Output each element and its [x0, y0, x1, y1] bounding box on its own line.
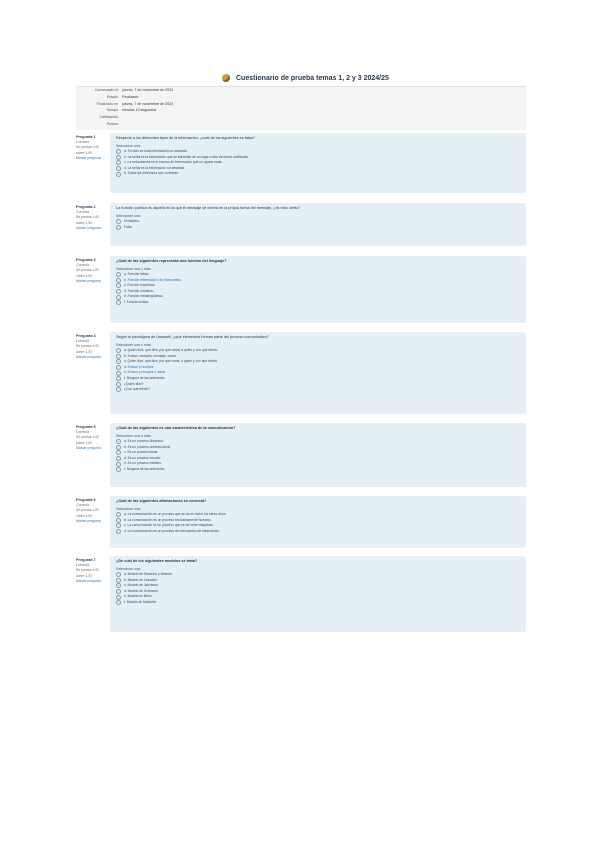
answer-option[interactable]: b. La señal es la información que se transmite de un lugar a otro de forma codificada. [116, 155, 520, 161]
flag-question-link[interactable]: Marcar pregunta [76, 354, 101, 359]
quiz-title-text: Cuestionario de prueba temas 1, 2 y 3 2024/25 [236, 74, 389, 82]
answer-option[interactable]: Falso [116, 225, 520, 231]
answer-option[interactable]: a. Función fática. [116, 272, 520, 278]
radio-button[interactable] [116, 172, 121, 177]
checkbox[interactable] [116, 382, 121, 387]
answer-option[interactable]: a. Modelo de Shannon y Weaver. [116, 572, 520, 578]
answer-option[interactable]: d. La señal es la información no deseada. [116, 166, 520, 172]
answer-option[interactable]: f. Ninguna de las anteriores. [116, 376, 520, 382]
question-info: Pregunta 2 Correcta Se puntúa 1,00 sobre 1,00 Marcar pregunta [76, 203, 106, 246]
question-body: La función poética es aquella en la que el mensaje se centra en la propia forma del mensaje, ¿es esto cierto? Seleccione una: Verdadero Falso [110, 203, 526, 246]
answer-option[interactable]: b. Es un proceso unidireccional. [116, 445, 520, 451]
checkbox[interactable] [116, 295, 121, 300]
checkbox[interactable] [116, 359, 121, 364]
radio-button[interactable] [116, 583, 121, 588]
flag-question-link[interactable]: Marcar pregunta [76, 225, 101, 230]
question-body: ¿De cuál de los siguientes modelos se trata? Seleccione una: a. Modelo de Shannon y Weaver. b. Modelo de Lasswell. c. Modelo de Jakobson. d. Modelo de Schramm. e. Modelo de Berlo. f. Modelo de Maletzke. [110, 556, 526, 632]
summary-row: Tiempo minutos 10 segundos [106, 108, 157, 113]
summary-row: Puntos [106, 121, 118, 126]
answer-option[interactable]: d. La comunicación es un proceso de intercambio de información. [116, 529, 520, 535]
question-info: Pregunta 7 Correcta Se puntúa 1,00 sobre 1,00 Marcar pregunta [76, 556, 106, 632]
answer-option[interactable]: e. Es un proceso estático. [116, 461, 520, 467]
answer-option[interactable]: c. Modelo de Jakobson. [116, 583, 520, 589]
checkbox[interactable] [116, 289, 121, 294]
question-2 [76, 203, 526, 246]
answer-option[interactable]: e. Todas las anteriores son correctas. [116, 171, 520, 177]
answer-option[interactable]: c. La redundancia es el exceso de información que no aporta nada. [116, 160, 520, 166]
answer-option[interactable]: c. La comunicación es un proceso que se da entre máquinas. [116, 523, 520, 529]
radio-button[interactable] [116, 219, 121, 224]
question-info: Pregunta 4 Correcta Se puntúa 1,00 sobre 1,00 Marcar pregunta [76, 332, 106, 414]
flag-question-link[interactable]: Marcar pregunta [76, 155, 101, 160]
question-1 [76, 133, 526, 193]
answer-option[interactable]: d. Función conativa. [116, 289, 520, 295]
checkbox[interactable] [116, 467, 121, 472]
radio-button[interactable] [116, 595, 121, 600]
radio-button[interactable] [116, 529, 121, 534]
quiz-title [222, 71, 389, 85]
answer-option[interactable]: c. Es un proceso lineal. [116, 450, 520, 456]
radio-button[interactable] [116, 149, 121, 154]
radio-button[interactable] [116, 512, 121, 517]
flag-question-link[interactable]: Marcar pregunta [76, 278, 101, 283]
checkbox[interactable] [116, 456, 121, 461]
radio-button[interactable] [116, 518, 121, 523]
checkbox[interactable] [116, 462, 121, 467]
checkbox[interactable] [116, 371, 121, 376]
answer-option[interactable]: b. Modelo de Lasswell. [116, 578, 520, 584]
radio-button[interactable] [116, 589, 121, 594]
question-body: ¿Cuál de las siguientes afirmaciones es correcta? Seleccione una: a. La comunicación es un proceso que se da en todos los seres vivos. b. La comunicación es un proceso exclusivamente humano. c. La comunicación es un proceso que se da entre máquinas. d. La comunicación es un proceso de intercambio de información. [110, 496, 526, 548]
question-info: Pregunta 3 Correcta Se puntúa 1,00 sobre 1,00 Marcar pregunta [76, 256, 106, 323]
radio-button[interactable] [116, 523, 121, 528]
question-info: Pregunta 6 Correcta Se puntúa 1,00 sobre 1,00 Marcar pregunta [76, 496, 106, 548]
radio-button[interactable] [116, 600, 121, 605]
radio-button[interactable] [116, 166, 121, 171]
answer-option[interactable]: ¿Quién dice? [116, 382, 520, 388]
answer-option[interactable]: e. Emisor y receptor y canal. [116, 370, 520, 376]
flag-question-link[interactable]: Marcar pregunta [76, 578, 101, 583]
summary-row: Finalizado en jueves, 7 de noviembre de 2024 [96, 101, 174, 106]
answer-option[interactable]: d. Modelo de Schramm. [116, 589, 520, 595]
answer-option[interactable]: a. Quién dice, qué dice, por qué canal, a quién y con qué efecto. [116, 348, 520, 354]
flag-question-link[interactable]: Marcar pregunta [76, 518, 101, 523]
answer-option[interactable]: e. Modelo de Berlo. [116, 594, 520, 600]
quiz-icon [222, 74, 230, 82]
attempt-summary [76, 86, 526, 130]
checkbox[interactable] [116, 348, 121, 353]
question-info: Pregunta 1 Correcta Se puntúa 1,00 sobre 1,00 Marcar pregunta [76, 133, 106, 193]
answer-option[interactable]: b. Función referencial o de intercambio. [116, 278, 520, 284]
answer-option[interactable]: a. El ruido es toda información no deseada. [116, 149, 520, 155]
checkbox[interactable] [116, 283, 121, 288]
question-body: ¿Cuál de las siguientes es una característica de la comunicación? Seleccione una o más: a. Es un proceso dinámico. b. Es un proceso unidireccional. c. Es un proceso lineal. d. Es un proceso circular. e. Es un proceso estático. f. Ninguna de las anteriores. [110, 423, 526, 487]
question-7 [76, 556, 526, 632]
summary-row: Calificación [99, 115, 118, 120]
question-5 [76, 423, 526, 487]
question-3 [76, 256, 526, 323]
summary-row: Estado Finalizado [106, 94, 139, 99]
question-body: Según el paradigma de Lasswell, ¿qué elementos forman parte del proceso comunicativo? Seleccione una o más: a. Quién dice, qué dice, por qué canal, a quién y con qué efecto. b. Emisor, receptor, mensaje, canal. c. Quién dice, qué dice, por qué canal, a quién y con qué efecto. d. Emisor y receptor. e. Emisor y receptor y canal. f. Ninguna de las anteriores. ¿Quién dice? ¿Con qué efecto? [110, 332, 526, 414]
checkbox[interactable] [116, 278, 121, 283]
answer-option[interactable]: ¿Con qué efecto? [116, 387, 520, 393]
checkbox[interactable] [116, 387, 121, 392]
answer-option[interactable]: d. Emisor y receptor. [116, 365, 520, 371]
radio-button[interactable] [116, 155, 121, 160]
answer-option[interactable]: b. La comunicación es un proceso exclusivamente humano. [116, 518, 520, 524]
answer-option[interactable]: e. Función metalingüística. [116, 294, 520, 300]
answer-option[interactable]: Verdadero [116, 219, 520, 225]
radio-button[interactable] [116, 572, 121, 577]
question-body: Respecto a los diferentes tipos de la información, ¿cuál de las siguientes es falsa? Seleccione una: a. El ruido es toda información no deseada. b. La señal es la información que se transmite de un lugar a otro de forma codificada. c. La redundancia es el exceso de información que no aporta nada. d. La señal es la información no deseada. e. Todas las anteriores son correctas. [110, 133, 526, 193]
answer-option[interactable]: d. Es un proceso circular. [116, 456, 520, 462]
checkbox[interactable] [116, 439, 121, 444]
answer-option[interactable]: f. Modelo de Maletzke. [116, 600, 520, 606]
question-info: Pregunta 5 Correcta Se puntúa 1,00 sobre 1,00 Marcar pregunta [76, 423, 106, 487]
question-4 [76, 332, 526, 414]
answer-option[interactable]: f. Ninguna de las anteriores. [116, 467, 520, 473]
checkbox[interactable] [116, 300, 121, 305]
checkbox[interactable] [116, 450, 121, 455]
checkbox[interactable] [116, 272, 121, 277]
checkbox[interactable] [116, 445, 121, 450]
summary-row: Comenzado el jueves, 7 de noviembre de 2024 [94, 88, 174, 92]
answer-option[interactable]: f. Función lúdica. [116, 300, 520, 306]
answer-option[interactable]: a. Es un proceso dinámico. [116, 439, 520, 445]
radio-button[interactable] [116, 160, 121, 165]
flag-question-link[interactable]: Marcar pregunta [76, 445, 101, 450]
answer-option[interactable]: b. Emisor, receptor, mensaje, canal. [116, 354, 520, 360]
question-6 [76, 496, 526, 548]
answer-option[interactable]: a. La comunicación es un proceso que se da en todos los seres vivos. [116, 512, 520, 518]
checkbox[interactable] [116, 354, 121, 359]
answer-option[interactable]: c. Función expresiva. [116, 283, 520, 289]
checkbox[interactable] [116, 365, 121, 370]
question-body: ¿Cuál de las siguientes representa una función del lenguaje? Seleccione una o más: a. Función fática. b. Función referencial o de intercambio. c. Función expresiva. d. Función conativa. e. Función metalingüística. f. Función lúdica. [110, 256, 526, 323]
checkbox[interactable] [116, 376, 121, 381]
radio-button[interactable] [116, 225, 121, 230]
radio-button[interactable] [116, 578, 121, 583]
answer-option[interactable]: c. Quién dice, qué dice, por qué canal, a quién y con qué efecto. [116, 359, 520, 365]
